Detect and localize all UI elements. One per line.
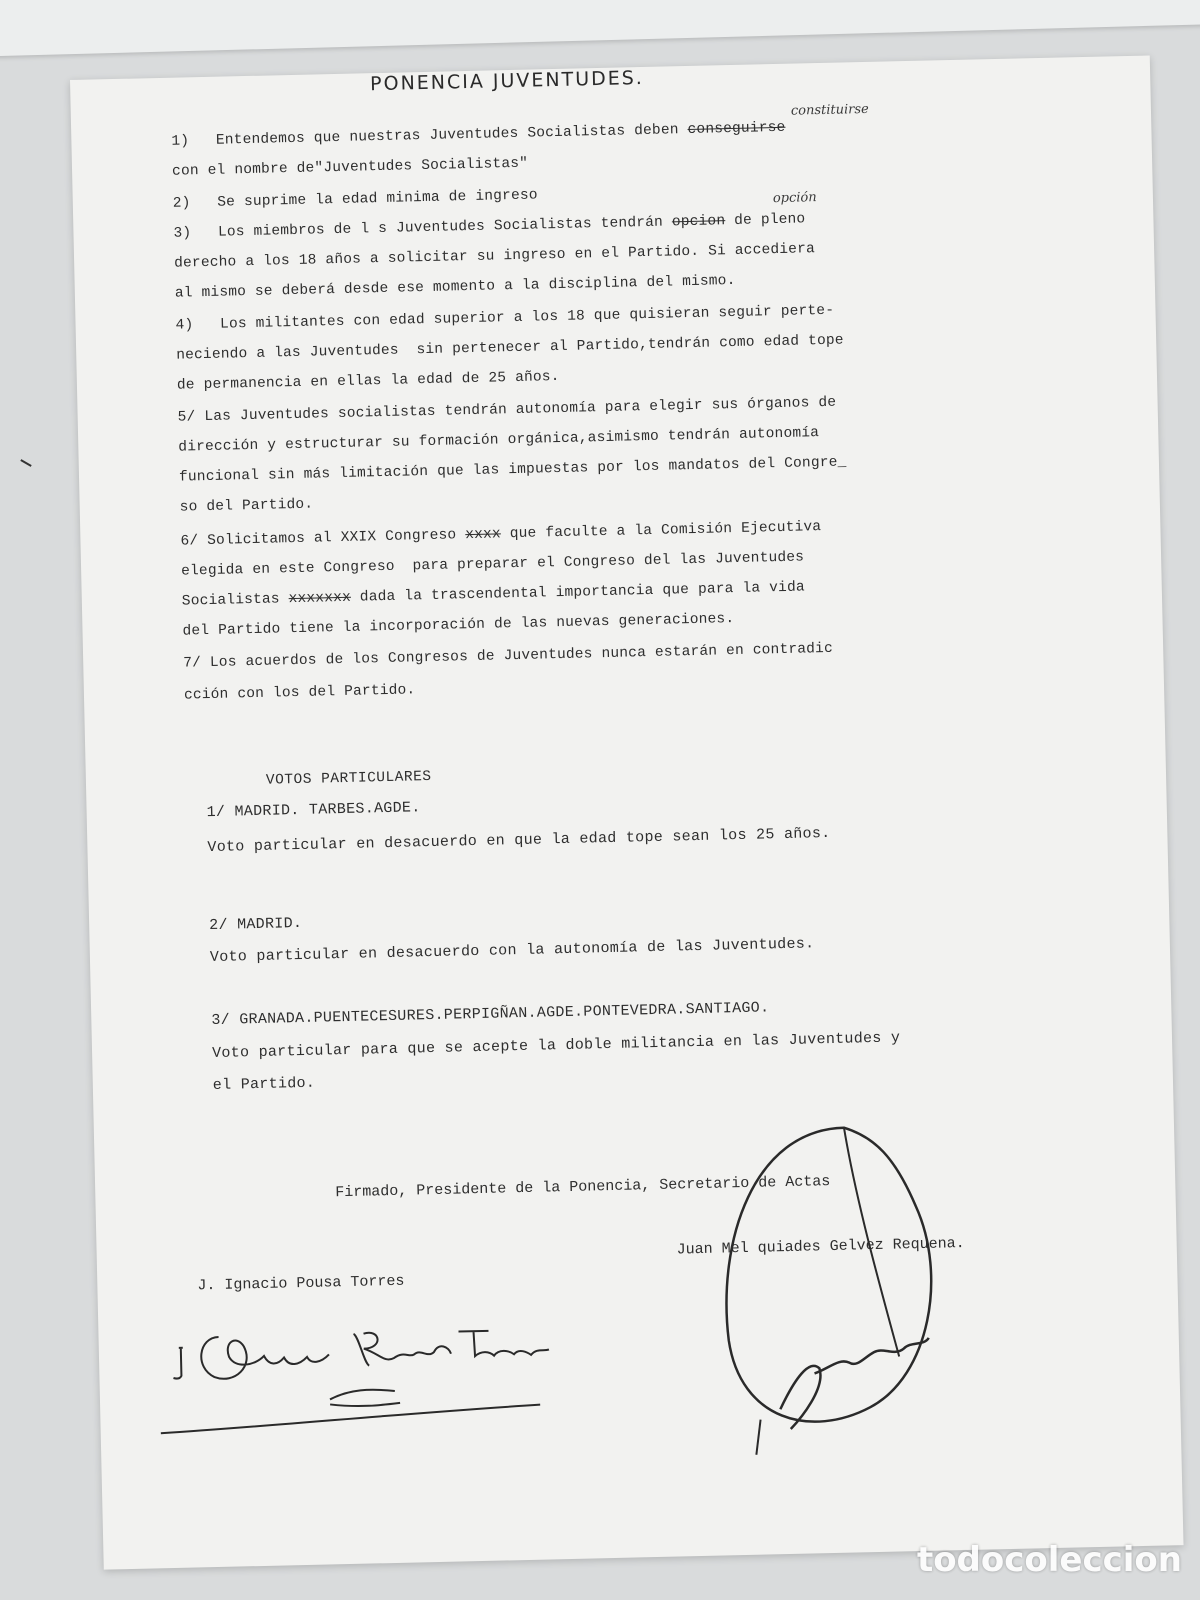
line-text: de permanencia en ellas la edad de 25 años. <box>176 368 560 394</box>
line-text: Los militantes con edad superior a los 18 que quisieran seguir perte- <box>219 302 835 333</box>
voto-body: Voto particular en desacuerdo con la autonomía de las Juventudes. <box>209 935 815 967</box>
proposal-line <box>178 395 837 426</box>
proposal-line <box>182 579 805 609</box>
proposal-line <box>177 369 560 394</box>
line-text: elegida en este Congreso para preparar el Congreso del las Juventudes <box>181 549 805 580</box>
document-content <box>110 56 1110 1295</box>
line-text: 7/ Los acuerdos de los Congresos de Juventudes nunca estarán en contradic <box>183 640 834 672</box>
proposal-line <box>173 187 538 211</box>
proposal-line <box>179 454 847 485</box>
line-text: Los miembros de l s Juventudes Socialistas tendrán <box>217 214 673 241</box>
proposal-line <box>183 641 833 672</box>
line-text: 5/ Las Juventudes socialistas tendrán autonomía para elegir sus órganos de <box>177 394 837 426</box>
annotation-line1: constituirse <box>790 101 869 119</box>
line-text: Se suprime la edad minima de ingreso <box>217 187 538 211</box>
struck-text: xxxxxxx <box>288 589 352 608</box>
watermark-logo: todocoleccion <box>916 1540 1182 1580</box>
proposal-line <box>180 519 821 550</box>
proposal-line <box>174 241 815 272</box>
voto-header: 3/ GRANADA.PUENTECESURES.PERPIGÑAN.AGDE.PONTEVEDRA.SANTIAGO. <box>211 999 770 1030</box>
item-number: 1) <box>171 132 217 150</box>
proposal-line <box>180 497 314 516</box>
struck-text: opcion <box>671 213 726 231</box>
handwritten-signature-left <box>158 1299 581 1448</box>
voto-body: Voto particular en desacuerdo en que la edad tope sean los 25 años. <box>207 824 831 857</box>
voto-body: el Partido. <box>212 1074 316 1095</box>
line-text: neciendo a las Juventudes sin pertenecer al Partido,tendrán como edad tope <box>176 332 844 364</box>
proposal-line <box>175 303 834 334</box>
proposal-line <box>172 156 528 180</box>
line-text: del Partido tiene la incorporación de las nuevas generaciones. <box>182 611 735 640</box>
margin-mark <box>20 459 31 467</box>
line-text: al mismo se deberá desde ese momento a la disciplina del mismo. <box>174 272 736 302</box>
proposal-line <box>173 211 805 241</box>
signer-right-name: Juan Mel quiades Gelvez Requena. <box>676 1235 965 1259</box>
line-text: derecho a los 18 años a solicitar su ingreso en el Partido. Si accediera <box>174 241 816 272</box>
line-text: 6/ Solicitamos al XXIX Congreso <box>180 527 466 550</box>
item-number: 2) <box>172 194 218 212</box>
line-text: Socialistas <box>181 591 289 610</box>
line-text: so del Partido. <box>179 496 314 516</box>
line-text: dirección y estructurar su formación orgánica,asimismo tendrán autonomía <box>178 425 820 456</box>
proposal-line <box>176 333 844 364</box>
line-text: que faculte a la Comisión Ejecutiva <box>500 519 822 543</box>
document-title: PONENCIA JUVENTUDES. <box>369 66 645 96</box>
struck-text: xxxx <box>465 526 502 544</box>
voto-header: 2/ MADRID. <box>209 914 303 935</box>
annotation-line3: opción <box>772 190 817 207</box>
line-text: Entendemos que nuestras Juventudes Socialistas deben <box>215 122 688 149</box>
line-text: cción con los del Partido. <box>183 682 416 704</box>
proposal-line <box>171 120 785 150</box>
signer-left-name: J. Ignacio Pousa Torres <box>197 1272 405 1295</box>
proposal-line <box>181 549 804 579</box>
proposal-line <box>175 273 736 302</box>
voto-header: 1/ MADRID. TARBES.AGDE. <box>206 799 421 822</box>
line-text: de pleno <box>725 211 806 230</box>
line-text: con el nombre de"Juventudes Socialistas" <box>171 155 529 180</box>
item-number: 4) <box>175 316 221 334</box>
voto-body: Voto particular para que se acepte la doble militancia en las Juventudes y <box>211 1029 901 1063</box>
proposal-line <box>182 611 734 640</box>
proposal-line <box>184 682 416 703</box>
line-text: dada la trascendental importancia que para la vida <box>350 579 806 606</box>
background-sheet <box>0 0 1200 57</box>
signature-caption: Firmado, Presidente de la Ponencia, Secretario de Actas <box>335 1173 831 1202</box>
struck-text: conseguirse <box>687 119 786 138</box>
handwritten-signature-right <box>694 1115 962 1461</box>
proposal-line <box>178 425 819 456</box>
line-text: funcional sin más limitación que las impuestas por los mandatos del Congre_ <box>178 454 847 486</box>
votos-title: VOTOS PARTICULARES <box>265 768 432 789</box>
document-page <box>70 55 1184 1569</box>
item-number: 3) <box>173 224 219 242</box>
